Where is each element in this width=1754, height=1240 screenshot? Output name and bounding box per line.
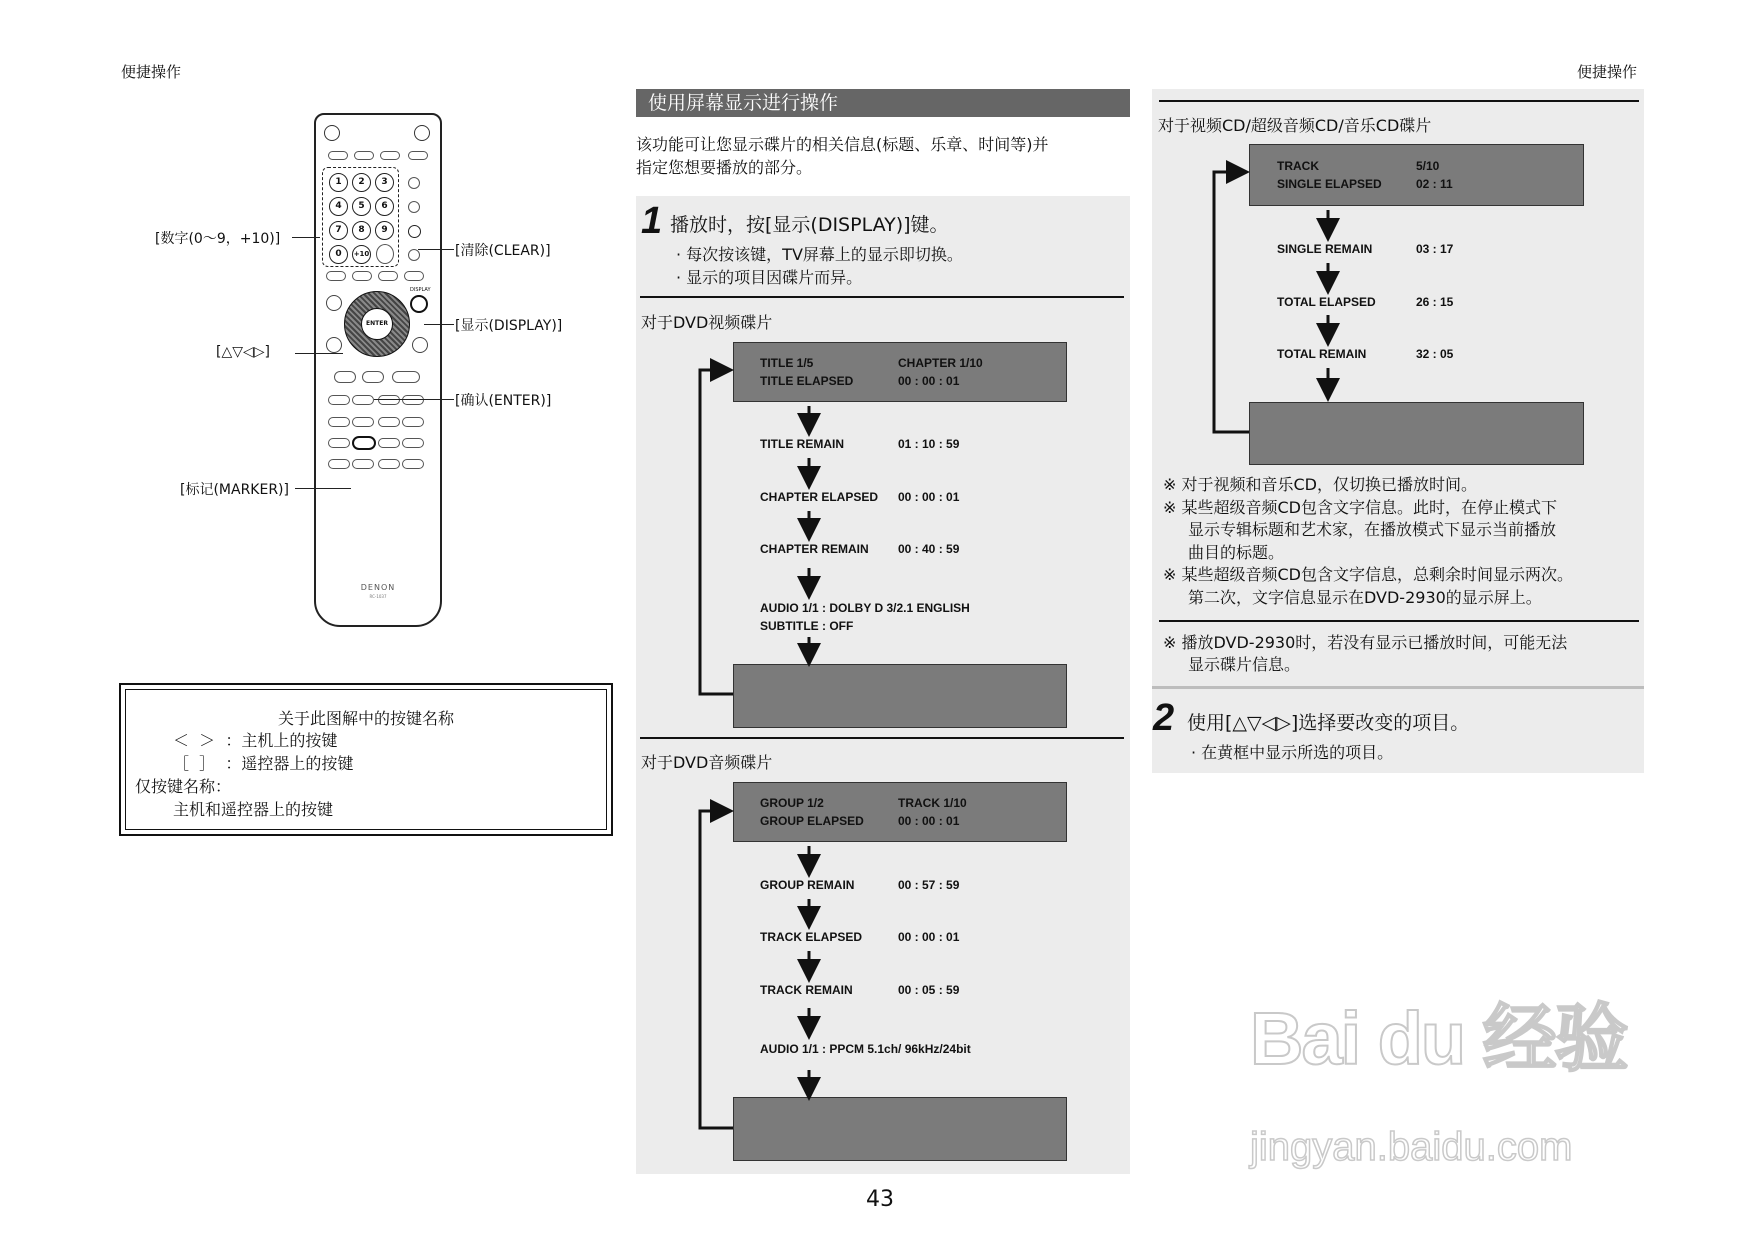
note-2-line-3: 曲目的标题。 — [1188, 543, 1285, 562]
osd-total-remain-label: TOTAL REMAIN — [1277, 347, 1367, 361]
osd-chapter-elapsed-label: CHAPTER ELAPSED — [760, 490, 879, 504]
osd-subtitle-line: SUBTITLE : OFF — [760, 619, 854, 633]
step-2-text: 使用[△▽◁▷]选择要改变的项目。 — [1187, 712, 1470, 734]
osd-chapter-remain-label: CHAPTER REMAIN — [760, 542, 869, 556]
keybox-remote-line: ［ ］ ：遥控器上的按键 — [173, 754, 354, 773]
osd-group-remain-value: 00 : 57 : 59 — [898, 878, 960, 892]
callout-enter-key: [确认(ENTER)] — [455, 393, 552, 409]
note-3-line-2: 第二次，文字信息显示在DVD-2930的显示屏上。 — [1188, 588, 1542, 607]
keybox-both-line: 主机和遥控器上的按键 — [173, 800, 334, 819]
keybox-name-only-label: 仅按键名称： — [135, 777, 232, 796]
osd-cd-track-value: 5/10 — [1416, 159, 1440, 173]
osd-track-elapsed-value: 00 : 00 : 01 — [898, 930, 960, 944]
osd-single-elapsed-value: 02 : 11 — [1416, 177, 1453, 191]
intro-line-1: 该功能可让您显示碟片的相关信息(标题、乐章、时间等)并 — [636, 135, 1049, 154]
callout-display-key: [显示(DISPLAY)] — [455, 318, 563, 334]
osd-total-elapsed-label: TOTAL ELAPSED — [1277, 295, 1376, 309]
osd-track: TRACK 1/10 — [898, 796, 967, 810]
osd-track-elapsed-label: TRACK ELAPSED — [760, 930, 863, 944]
enter-key: ENTER — [361, 308, 393, 340]
loop-back-arrow-icon — [700, 811, 733, 1128]
note-2-line-1: ※ 某些超级音频CD包含文字信息。此时，在停止模式下 — [1163, 498, 1557, 517]
key-6: 6 — [375, 197, 394, 216]
baidu-watermark-url: jingyan.baidu.com — [1250, 1125, 1573, 1169]
osd-chapter-elapsed-value: 00 : 00 : 01 — [898, 490, 960, 504]
step-1-number: 1 — [641, 200, 663, 242]
step-2-number: 2 — [1153, 697, 1175, 739]
osd-audio-line: AUDIO 1/1 : DOLBY D 3/2.1 ENGLISH — [760, 601, 970, 615]
remote-brand-logo: DENON — [360, 583, 396, 592]
osd-title-remain-label: TITLE REMAIN — [760, 437, 844, 451]
key-4: 4 — [329, 197, 348, 216]
osd-single-elapsed-label: SINGLE ELAPSED — [1277, 177, 1382, 191]
callout-clear-key: [清除(CLEAR)] — [455, 243, 551, 259]
osd-total-elapsed-value: 26 : 15 — [1416, 295, 1454, 309]
page-number: 43 — [866, 1187, 894, 1212]
osd-group: GROUP 1/2 — [760, 796, 824, 810]
key-9: 9 — [375, 221, 394, 240]
osd-title-elapsed-label: TITLE ELAPSED — [760, 374, 854, 388]
display-key-label: DISPLAY — [410, 287, 431, 293]
remote-model: RC-1037 — [369, 594, 387, 599]
keybox-title: 关于此图解中的按键名称 — [277, 709, 454, 728]
key-8: 8 — [352, 221, 371, 240]
loop-back-arrow-icon — [700, 370, 733, 694]
dvd-video-heading: 对于DVD视频碟片 — [641, 313, 773, 332]
osd-audio-format-line: AUDIO 1/1 : PPCM 5.1ch/ 96kHz/24bit — [760, 1042, 971, 1056]
cd-heading: 对于视频CD/超级音频CD/音乐CD碟片 — [1158, 116, 1432, 135]
key-3: 3 — [375, 173, 394, 192]
intro-line-2: 指定您想要播放的部分。 — [636, 158, 813, 177]
callout-arrow-keys: [△▽◁▷] — [216, 344, 270, 360]
header-left: 便捷操作 — [121, 63, 182, 81]
osd-cd-track-label: TRACK — [1277, 159, 1319, 173]
osd-title: TITLE 1/5 — [760, 356, 814, 370]
key-2: 2 — [352, 173, 371, 192]
osd-chapter-remain-value: 00 : 40 : 59 — [898, 542, 960, 556]
dvd-audio-heading: 对于DVD音频碟片 — [641, 753, 773, 772]
keybox-main-unit-line: ＜ ＞ ：主机上的按键 — [173, 731, 338, 750]
step-1-bullet-1: · 每次按该键，TV屏幕上的显示即切换。 — [676, 245, 963, 264]
key-5: 5 — [352, 197, 371, 216]
loop-back-arrow-icon — [1214, 172, 1249, 432]
note-1: ※ 对于视频和音乐CD，仅切换已播放时间。 — [1163, 475, 1477, 494]
osd-group-remain-label: GROUP REMAIN — [760, 878, 855, 892]
osd-title-elapsed-value: 00 : 00 : 01 — [898, 374, 960, 388]
note-4-line-1: ※ 播放DVD-2930时，若没有显示已播放时间，可能无法 — [1163, 633, 1568, 652]
osd-group-elapsed-label: GROUP ELAPSED — [760, 814, 864, 828]
key-7: 7 — [329, 221, 348, 240]
osd-title-remain-value: 01 : 10 : 59 — [898, 437, 960, 451]
step-1-text: 播放时，按[显示(DISPLAY)]键。 — [670, 214, 949, 236]
osd-track-remain-label: TRACK REMAIN — [760, 983, 853, 997]
osd-total-remain-value: 32 : 05 — [1416, 347, 1454, 361]
key-1: 1 — [329, 173, 348, 192]
callout-number-keys: [数字(0～9，+10)] — [155, 231, 281, 247]
baidu-watermark-logo: Bai du 经验 — [1250, 997, 1627, 1080]
step-2-bullet-1: · 在黄框中显示所选的项目。 — [1191, 743, 1394, 762]
key-plus10: +10 — [352, 245, 371, 264]
note-3-line-1: ※ 某些超级音频CD包含文字信息，总剩余时间显示两次。 — [1163, 565, 1573, 584]
osd-single-remain-value: 03 : 17 — [1416, 242, 1454, 256]
osd-chapter: CHAPTER 1/10 — [898, 356, 983, 370]
note-4-line-2: 显示碟片信息。 — [1188, 655, 1301, 674]
section-title: 使用屏幕显示进行操作 — [636, 89, 1130, 117]
note-2-line-2: 显示专辑标题和艺术家，在播放模式下显示当前播放 — [1188, 520, 1557, 539]
callout-marker-key: [标记(MARKER)] — [180, 482, 289, 498]
osd-group-elapsed-value: 00 : 00 : 01 — [898, 814, 960, 828]
osd-track-remain-value: 00 : 05 : 59 — [898, 983, 960, 997]
step-1-bullet-2: · 显示的项目因碟片而异。 — [676, 268, 863, 287]
osd-single-remain-label: SINGLE REMAIN — [1277, 242, 1373, 256]
header-right: 便捷操作 — [1577, 63, 1638, 81]
key-0: 0 — [329, 245, 348, 264]
